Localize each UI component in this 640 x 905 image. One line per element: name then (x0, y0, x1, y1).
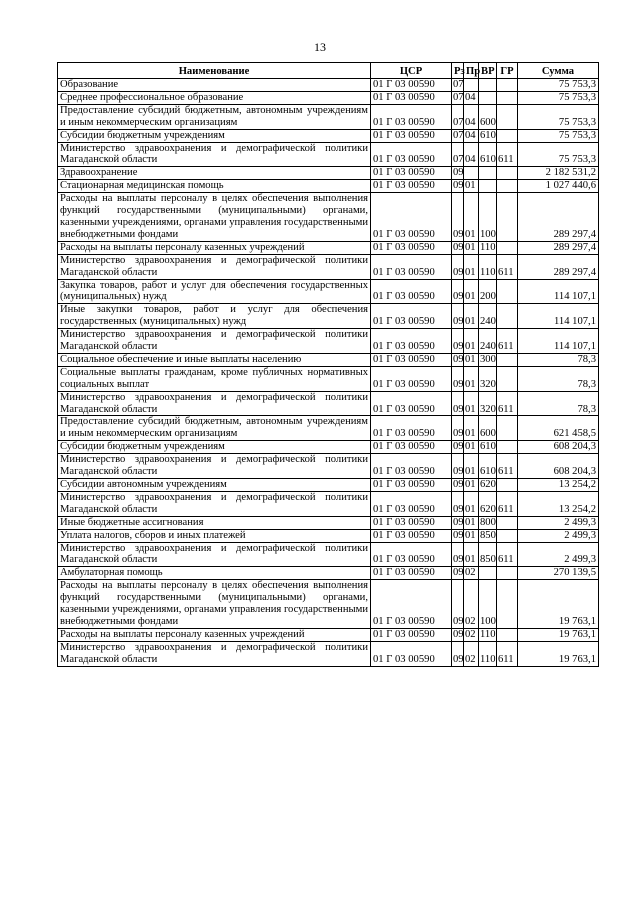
cell-rz: 07 (452, 142, 464, 167)
cell-csr: 01 Г 03 00590 (371, 142, 452, 167)
cell-sum: 75 753,3 (518, 104, 599, 129)
cell-vr: 300 (480, 353, 496, 365)
cell-vr: 110 (479, 254, 497, 279)
cell-gr (497, 567, 518, 580)
cell-gr: 611 (497, 454, 518, 479)
cell-sum: 75 753,3 (518, 79, 599, 92)
cell-rz: 07 (453, 79, 464, 90)
cell-csr: 01 Г 03 00590 (371, 516, 452, 529)
cell-sum: 13 254,2 (518, 491, 599, 516)
cell-pr: 01 (464, 353, 479, 366)
cell-csr: 01 Г 03 00590 (371, 454, 452, 479)
cell-sum: 19 763,1 (518, 628, 599, 641)
cell-sum: 19 763,1 (518, 641, 599, 666)
header-sum: Сумма (518, 63, 599, 79)
cell-name: Министерство здравоохранения и демографической политики Магаданской области (58, 491, 371, 516)
cell-vr: 620 (480, 479, 496, 490)
cell-pr: 01 (464, 529, 479, 542)
cell-gr (497, 628, 518, 641)
cell-pr: 02 (464, 580, 479, 629)
cell-name: Министерство здравоохранения и демографической политики Магаданской области (58, 142, 371, 167)
cell-rz: 07 (452, 104, 464, 129)
table-row (58, 329, 599, 354)
table-header (58, 63, 599, 79)
cell-vr (479, 180, 497, 193)
cell-rz: 09 (453, 241, 464, 253)
cell-sum: 621 458,5 (518, 416, 599, 441)
header-vr: ВР (479, 63, 497, 79)
cell-rz: 09 (452, 391, 464, 416)
table-row (58, 479, 599, 492)
cell-pr: 04 (464, 91, 479, 104)
cell-name: Министерство здравоохранения и демографической политики Магаданской области (58, 641, 371, 666)
table-row (58, 491, 599, 516)
cell-gr: 611 (497, 641, 518, 666)
cell-vr: 110 (479, 641, 497, 666)
cell-pr: 01 (464, 304, 479, 329)
table-row (58, 441, 599, 454)
table-body (58, 79, 599, 667)
cell-sum: 270 139,5 (518, 567, 599, 580)
cell-rz: 09 (453, 180, 464, 192)
cell-gr (497, 167, 518, 180)
cell-csr: 01 Г 03 00590 (371, 279, 452, 304)
cell-vr: 850 (479, 542, 497, 567)
cell-pr: 04 (464, 104, 479, 129)
cell-name: Социальное обеспечение и иные выплаты населению (58, 353, 371, 366)
cell-csr: 01 Г 03 00590 (371, 104, 452, 129)
cell-pr: 01 (464, 454, 479, 479)
table-row (58, 353, 599, 366)
cell-vr: 620 (479, 491, 497, 516)
cell-gr (497, 241, 518, 254)
table-row (58, 580, 599, 629)
cell-name: Субсидии автономным учреждениям (58, 479, 371, 492)
cell-pr: 01 (464, 254, 479, 279)
cell-pr: 04 (464, 142, 479, 167)
table-row (58, 254, 599, 279)
header-name: Наименование (58, 63, 371, 79)
table-row (58, 91, 599, 104)
table-row (58, 129, 599, 142)
table-row (58, 304, 599, 329)
cell-csr: 01 Г 03 00590 (371, 391, 452, 416)
cell-vr: 320 (479, 391, 497, 416)
cell-gr (497, 79, 518, 92)
table-row (58, 529, 599, 542)
cell-name: Министерство здравоохранения и демографической политики Магаданской области (58, 329, 371, 354)
cell-csr: 01 Г 03 00590 (371, 304, 452, 329)
cell-name: Расходы на выплаты персоналу в целях обеспечения выполнения функций государственными (муниципальными) органами, казенными учреждениями, органами управления государственными внебюджетными фондами (58, 193, 371, 242)
cell-name: Субсидии бюджетным учреждениям (58, 441, 371, 454)
cell-rz: 09 (453, 529, 464, 541)
cell-rz: 09 (452, 193, 464, 242)
cell-vr: 610 (479, 142, 497, 167)
cell-vr: 200 (479, 279, 497, 304)
cell-rz: 09 (453, 353, 464, 365)
cell-vr: 240 (479, 329, 497, 354)
cell-csr: 01 Г 03 00590 (371, 567, 452, 580)
table-row (58, 641, 599, 666)
cell-rz: 09 (452, 491, 464, 516)
cell-rz: 09 (453, 628, 464, 640)
cell-sum: 608 204,3 (518, 454, 599, 479)
cell-vr: 110 (480, 628, 496, 640)
cell-name: Иные бюджетные ассигнования (58, 516, 371, 529)
cell-name: Иные закупки товаров, работ и услуг для обеспечения государственных (муниципальных) нужд (58, 304, 371, 329)
cell-gr (497, 91, 518, 104)
cell-rz: 09 (452, 304, 464, 329)
cell-gr (497, 129, 518, 142)
cell-sum: 13 254,2 (518, 479, 599, 492)
cell-rz: 09 (452, 542, 464, 567)
cell-pr: 01 (464, 391, 479, 416)
cell-name: Расходы на выплаты персоналу казенных учреждений (58, 628, 371, 641)
cell-name: Министерство здравоохранения и демографической политики Магаданской области (58, 542, 371, 567)
cell-rz: 07 (453, 129, 464, 141)
cell-gr (497, 353, 518, 366)
cell-sum: 78,3 (518, 366, 599, 391)
cell-csr: 01 Г 03 00590 (371, 479, 452, 492)
cell-rz: 09 (453, 167, 464, 179)
cell-gr: 611 (497, 142, 518, 167)
cell-vr (479, 79, 497, 92)
cell-name: Расходы на выплаты персоналу в целях обеспечения выполнения функций государственными (муниципальными) органами, казенными учреждениями, органами управления государственными внебюджетными фондами (58, 580, 371, 629)
cell-sum: 19 763,1 (518, 580, 599, 629)
cell-sum: 2 499,3 (518, 529, 599, 542)
cell-pr: 01 (464, 329, 479, 354)
cell-name: Образование (58, 79, 371, 92)
cell-name: Социальные выплаты гражданам, кроме публичных нормативных социальных выплат (58, 366, 371, 391)
cell-sum: 78,3 (518, 353, 599, 366)
cell-name: Амбулаторная помощь (58, 567, 371, 580)
budget-table (57, 62, 599, 667)
cell-vr (479, 91, 497, 104)
cell-csr: 01 Г 03 00590 (371, 254, 452, 279)
cell-gr (497, 529, 518, 542)
table-row (58, 454, 599, 479)
table-row (58, 167, 599, 180)
page-number: 13 (314, 40, 326, 54)
cell-csr: 01 Г 03 00590 (371, 416, 452, 441)
cell-csr: 01 Г 03 00590 (371, 441, 452, 454)
cell-vr: 600 (479, 416, 497, 441)
cell-vr: 100 (479, 193, 497, 242)
cell-gr: 611 (497, 254, 518, 279)
cell-pr (464, 79, 479, 92)
cell-pr: 02 (464, 628, 479, 641)
cell-vr: 110 (480, 241, 496, 253)
cell-gr (497, 193, 518, 242)
cell-gr (497, 279, 518, 304)
cell-vr: 320 (479, 366, 497, 391)
cell-pr: 02 (464, 641, 479, 666)
cell-pr: 01 (464, 542, 479, 567)
cell-csr: 01 Г 03 00590 (371, 329, 452, 354)
cell-gr (497, 580, 518, 629)
cell-csr: 01 Г 03 00590 (371, 366, 452, 391)
cell-name: Предоставление субсидий бюджетным, автономным учреждениям и иным некоммерческим организациям (58, 104, 371, 129)
cell-rz: 09 (453, 441, 464, 453)
table-row (58, 142, 599, 167)
cell-sum: 114 107,1 (518, 279, 599, 304)
header-row (58, 63, 599, 79)
cell-sum: 289 297,4 (518, 193, 599, 242)
cell-sum: 1 027 440,6 (518, 180, 599, 193)
cell-rz: 09 (452, 454, 464, 479)
cell-csr: 01 Г 03 00590 (371, 353, 452, 366)
cell-sum: 289 297,4 (518, 254, 599, 279)
cell-name: Предоставление субсидий бюджетным, автономным учреждениям и иным некоммерческим организациям (58, 416, 371, 441)
cell-pr: 01 (464, 441, 479, 454)
cell-sum: 114 107,1 (518, 329, 599, 354)
table-row (58, 366, 599, 391)
cell-gr: 611 (497, 491, 518, 516)
cell-pr: 01 (464, 180, 479, 193)
cell-name: Расходы на выплаты персоналу казенных учреждений (58, 241, 371, 254)
table-row (58, 516, 599, 529)
cell-gr (497, 516, 518, 529)
cell-sum: 289 297,4 (518, 241, 599, 254)
cell-name: Министерство здравоохранения и демографической политики Магаданской области (58, 254, 371, 279)
cell-sum: 2 182 531,2 (518, 167, 599, 180)
cell-vr: 600 (479, 104, 497, 129)
cell-gr (497, 416, 518, 441)
cell-pr: 01 (464, 279, 479, 304)
cell-rz: 07 (453, 91, 464, 103)
cell-sum: 78,3 (518, 391, 599, 416)
cell-rz: 09 (453, 567, 464, 579)
table-row (58, 628, 599, 641)
cell-csr: 01 Г 03 00590 (371, 580, 452, 629)
cell-vr: 100 (479, 580, 497, 629)
cell-rz: 09 (452, 366, 464, 391)
header-csr: ЦСР (371, 63, 452, 79)
cell-pr: 01 (464, 193, 479, 242)
table-row (58, 391, 599, 416)
table-row (58, 79, 599, 92)
cell-csr: 01 Г 03 00590 (371, 91, 452, 104)
cell-sum: 75 753,3 (518, 142, 599, 167)
cell-vr (479, 567, 497, 580)
cell-pr: 01 (464, 241, 479, 254)
table-row (58, 416, 599, 441)
cell-gr (497, 479, 518, 492)
cell-csr: 01 Г 03 00590 (371, 491, 452, 516)
cell-csr: 01 Г 03 00590 (371, 641, 452, 666)
cell-csr: 01 Г 03 00590 (371, 628, 452, 641)
header-pr: Пр (464, 63, 479, 79)
cell-name: Среднее профессиональное образование (58, 91, 371, 104)
cell-pr: 01 (464, 479, 479, 492)
table-row (58, 241, 599, 254)
cell-vr: 610 (480, 129, 496, 141)
cell-rz: 09 (452, 641, 464, 666)
cell-vr (479, 167, 497, 180)
cell-rz: 09 (452, 580, 464, 629)
cell-gr: 611 (497, 542, 518, 567)
header-rz: Рз (452, 63, 464, 79)
cell-rz: 09 (452, 329, 464, 354)
cell-csr: 01 Г 03 00590 (371, 193, 452, 242)
cell-pr: 01 (464, 491, 479, 516)
cell-rz: 09 (452, 279, 464, 304)
table-row (58, 542, 599, 567)
cell-name: Министерство здравоохранения и демографической политики Магаданской области (58, 391, 371, 416)
cell-rz: 09 (452, 416, 464, 441)
cell-gr: 611 (497, 391, 518, 416)
table-row (58, 279, 599, 304)
cell-name: Субсидии бюджетным учреждениям (58, 129, 371, 142)
cell-csr: 01 Г 03 00590 (371, 542, 452, 567)
cell-vr: 850 (480, 529, 496, 541)
cell-rz: 09 (453, 516, 464, 528)
cell-pr: 01 (464, 416, 479, 441)
table-row (58, 567, 599, 580)
cell-vr: 800 (480, 516, 496, 528)
cell-pr: 01 (464, 366, 479, 391)
cell-csr: 01 Г 03 00590 (371, 241, 452, 254)
cell-gr (497, 366, 518, 391)
cell-sum: 2 499,3 (518, 516, 599, 529)
cell-name: Закупка товаров, работ и услуг для обеспечения государственных (муниципальных) нужд (58, 279, 371, 304)
cell-pr: 01 (464, 516, 479, 529)
cell-name: Министерство здравоохранения и демографической политики Магаданской области (58, 454, 371, 479)
cell-gr (497, 104, 518, 129)
cell-rz: 09 (453, 479, 464, 490)
cell-gr (497, 304, 518, 329)
cell-sum: 2 499,3 (518, 542, 599, 567)
cell-gr (497, 441, 518, 454)
cell-vr: 610 (480, 441, 496, 453)
cell-pr: 02 (464, 567, 479, 580)
cell-vr: 610 (479, 454, 497, 479)
cell-sum: 75 753,3 (518, 129, 599, 142)
table-row (58, 193, 599, 242)
cell-csr: 01 Г 03 00590 (371, 129, 452, 142)
cell-gr: 611 (497, 329, 518, 354)
cell-sum: 114 107,1 (518, 304, 599, 329)
cell-vr: 240 (479, 304, 497, 329)
cell-gr (497, 180, 518, 193)
cell-sum: 75 753,3 (518, 91, 599, 104)
table-row (58, 104, 599, 129)
cell-rz: 09 (452, 254, 464, 279)
cell-csr: 01 Г 03 00590 (371, 529, 452, 542)
cell-name: Стационарная медицинская помощь (58, 180, 371, 193)
header-gr: ГР (497, 63, 518, 79)
cell-name: Уплата налогов, сборов и иных платежей (58, 529, 371, 542)
cell-sum: 608 204,3 (518, 441, 599, 454)
table-row (58, 180, 599, 193)
cell-pr (464, 167, 479, 180)
cell-pr: 04 (464, 129, 479, 142)
cell-csr: 01 Г 03 00590 (371, 180, 452, 193)
cell-name: Здравоохранение (58, 167, 371, 180)
cell-csr: 01 Г 03 00590 (371, 79, 452, 92)
cell-csr: 01 Г 03 00590 (371, 167, 452, 180)
